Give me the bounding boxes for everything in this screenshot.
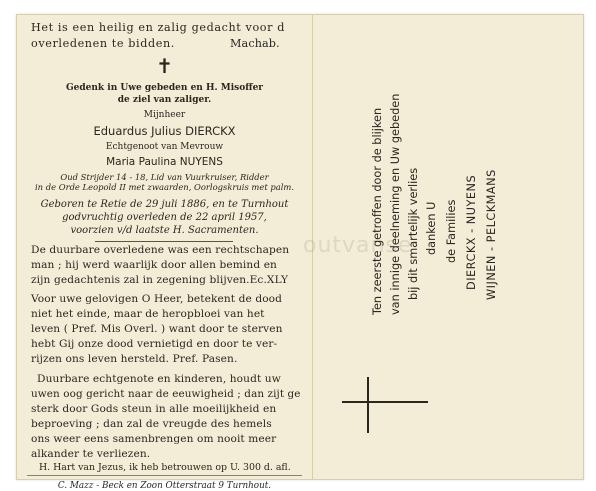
honors-line-1: Oud Strijder 14 - 18, Lid van Vuurkruiser, Ridder <box>60 172 269 182</box>
thanks-line: de Families <box>445 199 458 263</box>
cross-icon: ✝ <box>156 54 173 78</box>
paragraph-1-line: zijn gedachtenis zal in zegening blijven.Ec.XLY <box>31 274 289 286</box>
birth-line: Geboren te Retie de 29 juli 1886, en te Turnhout <box>40 199 289 210</box>
prayer-intro-line-1: Het is een heilig en zalig gedacht voor d <box>31 21 285 34</box>
paragraph-2-line: niet het einde, maar de heropbloei van het <box>31 308 265 320</box>
paragraph-2-line: leven ( Pref. Mis Overl. ) want door te sterven <box>31 323 283 335</box>
cross-icon-beam <box>342 401 428 403</box>
paragraph-3-line: uwen oog gericht naar de eeuwigheid ; dan zijt ge <box>31 388 301 400</box>
printer-line: C. Mazz - Beck en Zoon Otterstraat 9 Turnhout. <box>57 481 272 491</box>
divider <box>95 241 233 242</box>
watermark: outvanse <box>303 233 413 258</box>
paragraph-3-line: sterk door Gods steun in alle moeilijkheid en <box>31 403 277 415</box>
prayer-intro-line-2: overledenen te bidden. <box>31 37 175 50</box>
cross-icon-bar <box>367 377 369 433</box>
memorial-card <box>16 14 584 491</box>
thanks-line: bij dit smartelijk verlies <box>407 167 420 300</box>
deceased-name: Eduardus Julius DIERCKX <box>93 124 236 138</box>
prayer-source: Machab. <box>230 37 280 50</box>
families-line-2: WIJNEN - PELCKMANS <box>485 169 498 300</box>
paragraph-3-line: beproeving ; dan zal de vreugde des hemels <box>31 418 272 430</box>
paragraph-1-line: De duurbare overledene was een rechtschapen <box>31 244 290 256</box>
paragraph-1-line: man ; hij werd waarlijk door allen bemind en <box>31 259 277 271</box>
left-panel <box>17 15 312 491</box>
paragraph-3-line: Duurbare echtgenote en kinderen, houdt uw <box>37 373 281 385</box>
paragraph-3-line: ons weer eens samenbrengen om nooit meer <box>31 433 277 445</box>
thanks-line: Ten zeerste getroffen door de blijken <box>371 107 384 315</box>
death-line: godvruchtig overleden de 22 april 1957, <box>62 212 267 223</box>
paragraph-3-line: alkander te verliezen. <box>31 448 151 460</box>
spouse-label: Echtgenoot van Mevrouw <box>105 142 224 152</box>
title-mijnheer: Mijnheer <box>143 110 186 120</box>
families-line-1: DIERCKX - NUYENS <box>465 174 478 290</box>
remember-line-1: Gedenk in Uwe gebeden en H. Misoffer <box>65 83 264 93</box>
thanks-line: danken U <box>425 201 438 255</box>
sacraments-line: voorzien v/d laatste H. Sacramenten. <box>70 225 259 236</box>
paragraph-2-line: hebt Gij onze dood vernietigd en door te ver- <box>31 338 278 350</box>
indulgence-line: H. Hart van Jezus, ik heb betrouwen op U. 300 d. afl. <box>39 462 291 473</box>
thanks-line: van innige deelneming en Uw gebeden <box>389 93 402 315</box>
spouse-name: Maria Paulina NUYENS <box>106 156 223 168</box>
paragraph-2-line: rijzen ons leven hersteld. Pref. Pasen. <box>31 353 238 365</box>
honors-line-2: in de Orde Leopold II met zwaarden, Oorlogskruis met palm. <box>34 182 294 192</box>
paragraph-2-line: Voor uwe gelovigen O Heer, betekent de dood <box>31 293 283 305</box>
right-panel <box>303 15 583 479</box>
footer-divider <box>27 475 302 476</box>
remember-line-2: de ziel van zaliger. <box>117 95 212 105</box>
